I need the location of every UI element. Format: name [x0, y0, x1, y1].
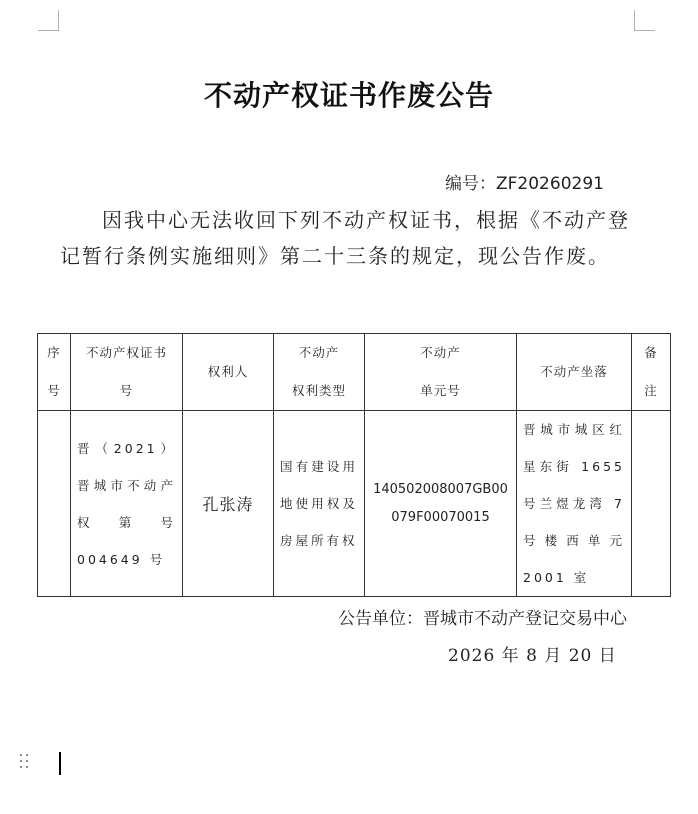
paragraph-drag-handle-icon[interactable]	[20, 754, 30, 772]
header-holder: 权利人	[183, 334, 274, 411]
header-location: 不动产坐落	[517, 334, 632, 411]
text-cursor[interactable]	[59, 752, 61, 775]
document-title: 不动产权证书作废公告	[203, 79, 494, 112]
cell-right-type: 国有建设用地使用权及房屋所有权	[274, 411, 365, 597]
table-header-row	[38, 334, 671, 411]
announcement-body: 因我中心无法收回下列不动产权证书，根据《不动产登记暂行条例实施细则》第二十三条的规定，现公告作废。	[60, 208, 630, 268]
header-remark: 备 注	[632, 334, 671, 411]
notice-unit: 公告单位：晋城市不动产登记交易中心	[338, 609, 627, 629]
document-number-label: 编号：	[445, 174, 496, 194]
document-number-value: ZF20260291	[496, 174, 604, 194]
certificate-table	[37, 333, 671, 597]
cell-cert-no: 晋（2021）晋城市不动产权第号 004649 号	[71, 411, 183, 597]
table-row	[38, 411, 671, 597]
document-number	[445, 169, 604, 194]
header-right-type: 不动产 权利类型	[274, 334, 365, 411]
cell-seq	[38, 411, 71, 597]
cell-remark	[632, 411, 671, 597]
page-corner-mark-top-right	[634, 10, 655, 31]
header-unit-no: 不动产 单元号	[365, 334, 517, 411]
cell-unit-no: 140502008007GB00079F00070015	[365, 411, 517, 597]
cell-location: 晋城市城区红星东街 1655 号兰煜龙湾 7 号楼西单元 2001 室	[517, 411, 632, 597]
header-cert-no: 不动产权证书 号	[71, 334, 183, 411]
notice-date: 2026 年 8 月 20 日	[448, 646, 617, 666]
cell-holder: 孔张涛	[183, 411, 274, 597]
page-corner-mark-top-left	[38, 10, 59, 31]
header-seq: 序 号	[38, 334, 71, 411]
